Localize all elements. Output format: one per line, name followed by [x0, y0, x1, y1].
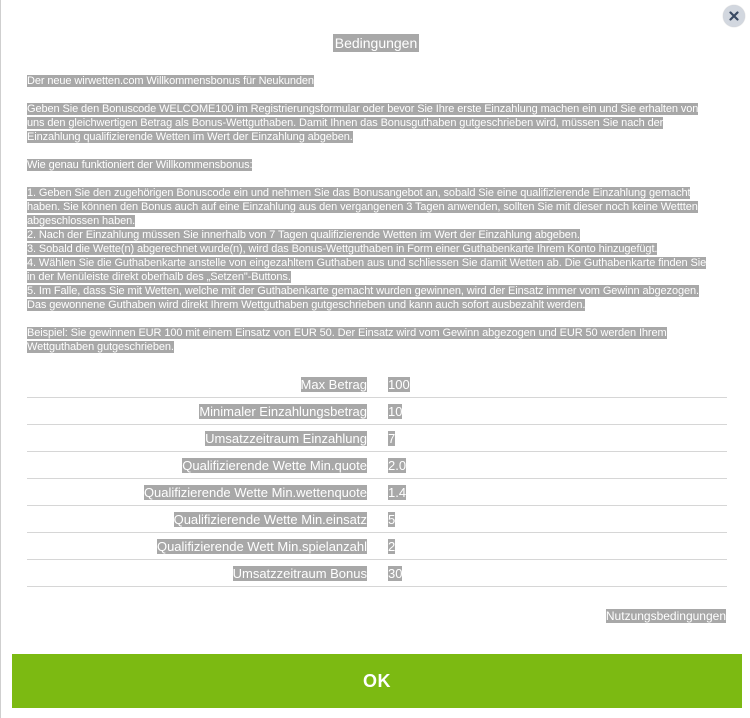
row-label: Max Betrag	[300, 376, 367, 392]
row-value: 5	[388, 511, 396, 527]
row-label: Qualifizierende Wett Min.spielanzahl	[156, 538, 367, 554]
row-value: 100	[388, 376, 410, 392]
intro-paragraph: Geben Sie den Bonuscode WELCOME100 im Registrierungsformular oder bevor Sie Ihre erste Einzahlung machen ein und Sie erhalten von uns den gleichwertigen Betrag als Bonus-Wettguthaben. Damit Ihnen das Bonusguthaben gutgeschrieben wird, müssen Sie nach der Einzahlung qualifizierende Wetten im Wert der Einzahlung abgeben.	[27, 103, 699, 143]
close-button[interactable]	[723, 5, 745, 27]
table-row	[27, 425, 727, 452]
step-3: 3. Sobald die Wette(n) abgerechnet wurde(n), wird das Bonus-Wettguthaben in Form einer Guthabenkarte Ihrem Konto hinzugefügt.	[27, 243, 658, 255]
table-row	[27, 506, 727, 533]
example-paragraph: Beispiel: Sie gewinnen EUR 100 mit einem Einsatz von EUR 50. Der Einsatz wird vom Gewinn abgezogen und EUR 50 werden Ihrem Wettguthaben gutgeschrieben.	[27, 327, 667, 353]
ok-button[interactable]: OK	[12, 654, 742, 708]
table-row	[27, 452, 727, 479]
row-label: Minimaler Einzahlungsbetrag	[199, 403, 367, 419]
table-row	[27, 533, 727, 560]
how-it-works-heading: Wie genau funktioniert der Willkommensbonus:	[27, 159, 253, 171]
step-1: 1. Geben Sie den zugehörigen Bonuscode ein und nehmen Sie das Bonusangebot an, sobald Sie eine qualifizierende Einzahlung gemacht haben. Sie können den Bonus auch auf eine Einzahlung aus den vergangenen 3 Tagen anwenden, sollten Sie mit dieser noch keine Wettten abgeschlossen haben.	[27, 187, 698, 227]
row-value: 7	[388, 430, 396, 446]
table-row	[27, 479, 727, 506]
row-value: 30	[388, 565, 403, 581]
row-label: Qualifizierende Wette Min.wettenquote	[143, 484, 367, 500]
dialog-title: Bedingungen	[334, 35, 418, 51]
step-4: 4. Wählen Sie die Guthabenkarte anstelle von eingezahltem Guthaben aus und schliessen Sie damit Wetten ab. Die Guthabenkarte finden Sie in der Menüleiste direkt oberhalb des „Setzen"-Buttons.	[27, 257, 707, 283]
bonus-conditions-table	[27, 371, 727, 587]
row-label: Qualifizierende Wette Min.quote	[182, 457, 367, 473]
table-row	[27, 398, 727, 425]
table-row	[27, 371, 727, 398]
step-2: 2. Nach der Einzahlung müssen Sie innerhalb von 7 Tagen qualifizierende Wetten im Wert der Einzahlung abgeben.	[27, 229, 580, 241]
table-row	[27, 560, 727, 587]
row-label: Umsatzzeitraum Bonus	[232, 565, 367, 581]
row-value: 1.4	[388, 484, 407, 500]
row-value: 2	[388, 538, 396, 554]
terms-link[interactable]: Nutzungsbedingungen	[605, 609, 726, 623]
row-label: Umsatzzeitraum Einzahlung	[205, 430, 367, 446]
dialog-title-wrap	[1, 35, 750, 53]
row-label: Qualifizierende Wette Min.einsatz	[173, 511, 367, 527]
step-5: 5. Im Falle, dass Sie mit Wetten, welche mit der Guthabenkarte gemacht wurden gewinnen, wird der Einsatz immer vom Gewinn abgezogen. Das gewonnene Guthaben wird direkt Ihrem Wettguthaben gutgeschrieben und kann auch sofort ausbezahlt werden.	[27, 285, 699, 311]
conditions-text	[27, 74, 717, 368]
intro-heading: Der neue wirwetten.com Willkommensbonus für Neukunden	[27, 75, 314, 87]
row-value: 2.0	[388, 457, 407, 473]
row-value: 10	[388, 403, 403, 419]
close-icon	[729, 11, 739, 21]
